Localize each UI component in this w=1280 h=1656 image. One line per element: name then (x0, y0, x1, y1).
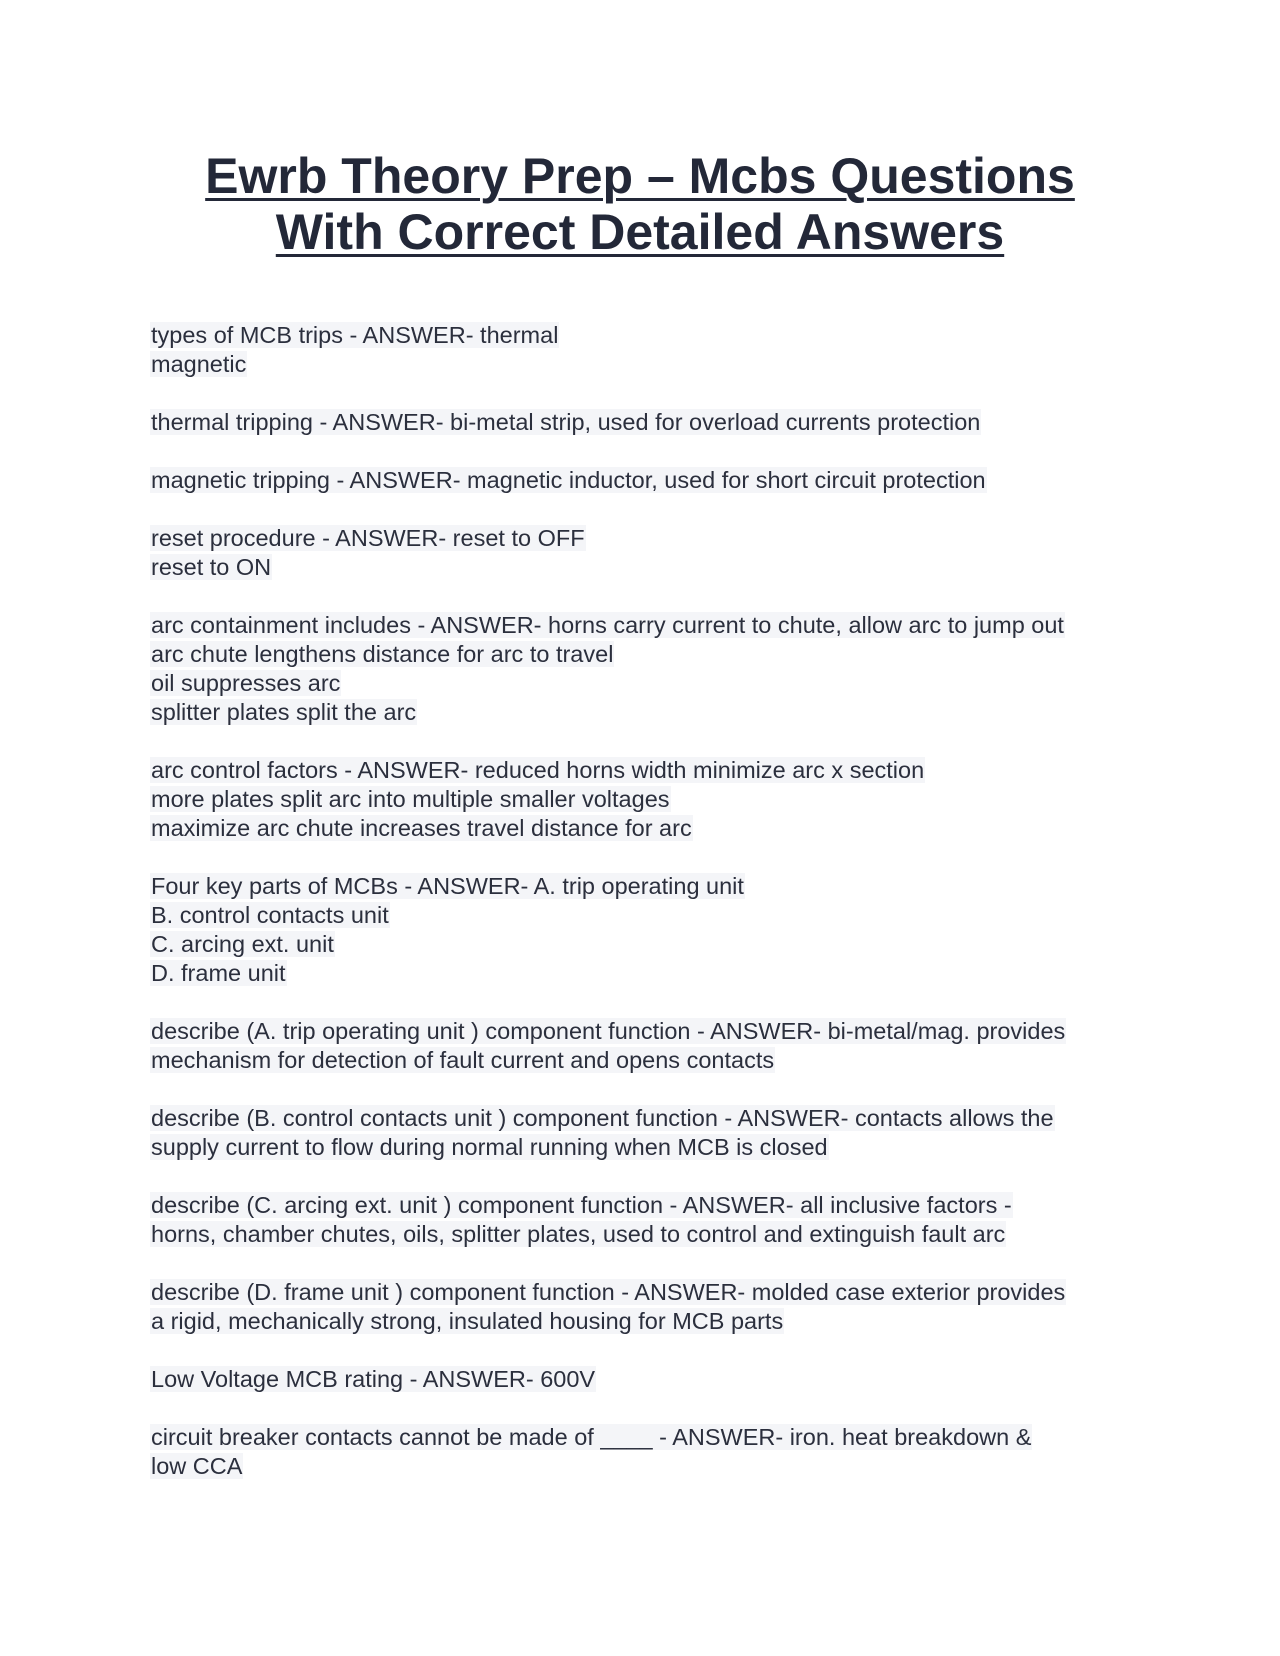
page-title (150, 148, 1130, 260)
qa-answer-line (150, 1452, 1140, 1481)
qa-question-line (150, 408, 1140, 437)
qa-text: horns, chamber chutes, oils, splitter plates, used to control and extinguish fault arc (151, 1221, 1006, 1247)
qa-question-line (150, 466, 1140, 495)
qa-text: a rigid, mechanically strong, insulated housing for MCB parts (151, 1308, 784, 1334)
qa-entry (150, 466, 1140, 495)
qa-text: mechanism for detection of fault current and opens contacts (151, 1047, 775, 1073)
qa-answer-line (150, 1307, 1140, 1336)
qa-entry (150, 1017, 1140, 1075)
qa-text: reset to ON (151, 554, 272, 580)
qa-answer-line (150, 785, 1140, 814)
qa-text: arc containment includes - ANSWER- horns carry current to chute, allow arc to jump out (151, 612, 1064, 638)
title-line-2: With Correct Detailed Answers (275, 204, 1005, 260)
qa-entry (150, 872, 1140, 988)
qa-question-line (150, 1191, 1140, 1220)
qa-text: Low Voltage MCB rating - ANSWER- 600V (151, 1366, 596, 1392)
qa-text: arc chute lengthens distance for arc to travel (151, 641, 614, 667)
qa-text: types of MCB trips - ANSWER- thermal (151, 322, 559, 348)
qa-text: splitter plates split the arc (151, 699, 417, 725)
qa-text: D. frame unit (151, 960, 286, 986)
qa-entry (150, 1423, 1140, 1481)
qa-question-line (150, 1278, 1140, 1307)
qa-question-line (150, 321, 1140, 350)
qa-text: describe (C. arcing ext. unit ) component function - ANSWER- all inclusive factors - (151, 1192, 1012, 1218)
qa-text: describe (A. trip operating unit ) component function - ANSWER- bi-metal/mag. provides (151, 1018, 1066, 1044)
qa-text: C. arcing ext. unit (151, 931, 334, 957)
qa-entry (150, 321, 1140, 379)
qa-entry (150, 1104, 1140, 1162)
qa-answer-line (150, 553, 1140, 582)
qa-answer-line (150, 930, 1140, 959)
qa-answer-line (150, 814, 1140, 843)
qa-entry (150, 611, 1140, 727)
qa-list (150, 321, 1140, 1510)
qa-question-line (150, 1365, 1140, 1394)
qa-answer-line (150, 1133, 1140, 1162)
qa-text: magnetic tripping - ANSWER- magnetic inductor, used for short circuit protection (151, 467, 986, 493)
qa-text: describe (D. frame unit ) component function - ANSWER- molded case exterior provides (151, 1279, 1066, 1305)
qa-text: circuit breaker contacts cannot be made of ____ - ANSWER- iron. heat breakdown & (151, 1424, 1032, 1450)
qa-text: thermal tripping - ANSWER- bi-metal strip, used for overload currents protection (151, 409, 981, 435)
qa-entry (150, 1365, 1140, 1394)
qa-entry (150, 524, 1140, 582)
qa-answer-line (150, 669, 1140, 698)
qa-answer-line (150, 640, 1140, 669)
qa-text: supply current to flow during normal running when MCB is closed (151, 1134, 828, 1160)
qa-question-line (150, 1017, 1140, 1046)
qa-answer-line (150, 1046, 1140, 1075)
qa-answer-line (150, 959, 1140, 988)
qa-answer-line (150, 350, 1140, 379)
qa-text: more plates split arc into multiple smaller voltages (151, 786, 670, 812)
qa-text: magnetic (151, 351, 247, 377)
qa-text: reset procedure - ANSWER- reset to OFF (151, 525, 585, 551)
qa-text: describe (B. control contacts unit ) component function - ANSWER- contacts allows the (151, 1105, 1054, 1131)
qa-question-line (150, 1104, 1140, 1133)
qa-question-line (150, 872, 1140, 901)
qa-question-line (150, 1423, 1140, 1452)
qa-entry (150, 1278, 1140, 1336)
qa-answer-line (150, 698, 1140, 727)
qa-text: oil suppresses arc (151, 670, 341, 696)
qa-text: maximize arc chute increases travel distance for arc (151, 815, 692, 841)
qa-text: B. control contacts unit (151, 902, 389, 928)
qa-question-line (150, 611, 1140, 640)
qa-answer-line (150, 901, 1140, 930)
qa-entry (150, 756, 1140, 843)
qa-entry (150, 408, 1140, 437)
qa-text: low CCA (151, 1453, 243, 1479)
qa-question-line (150, 756, 1140, 785)
qa-entry (150, 1191, 1140, 1249)
qa-text: Four key parts of MCBs - ANSWER- A. trip operating unit (151, 873, 744, 899)
qa-answer-line (150, 1220, 1140, 1249)
qa-text: arc control factors - ANSWER- reduced horns width minimize arc x section (151, 757, 925, 783)
qa-question-line (150, 524, 1140, 553)
title-line-1: Ewrb Theory Prep – Mcbs Questions (205, 148, 1075, 204)
